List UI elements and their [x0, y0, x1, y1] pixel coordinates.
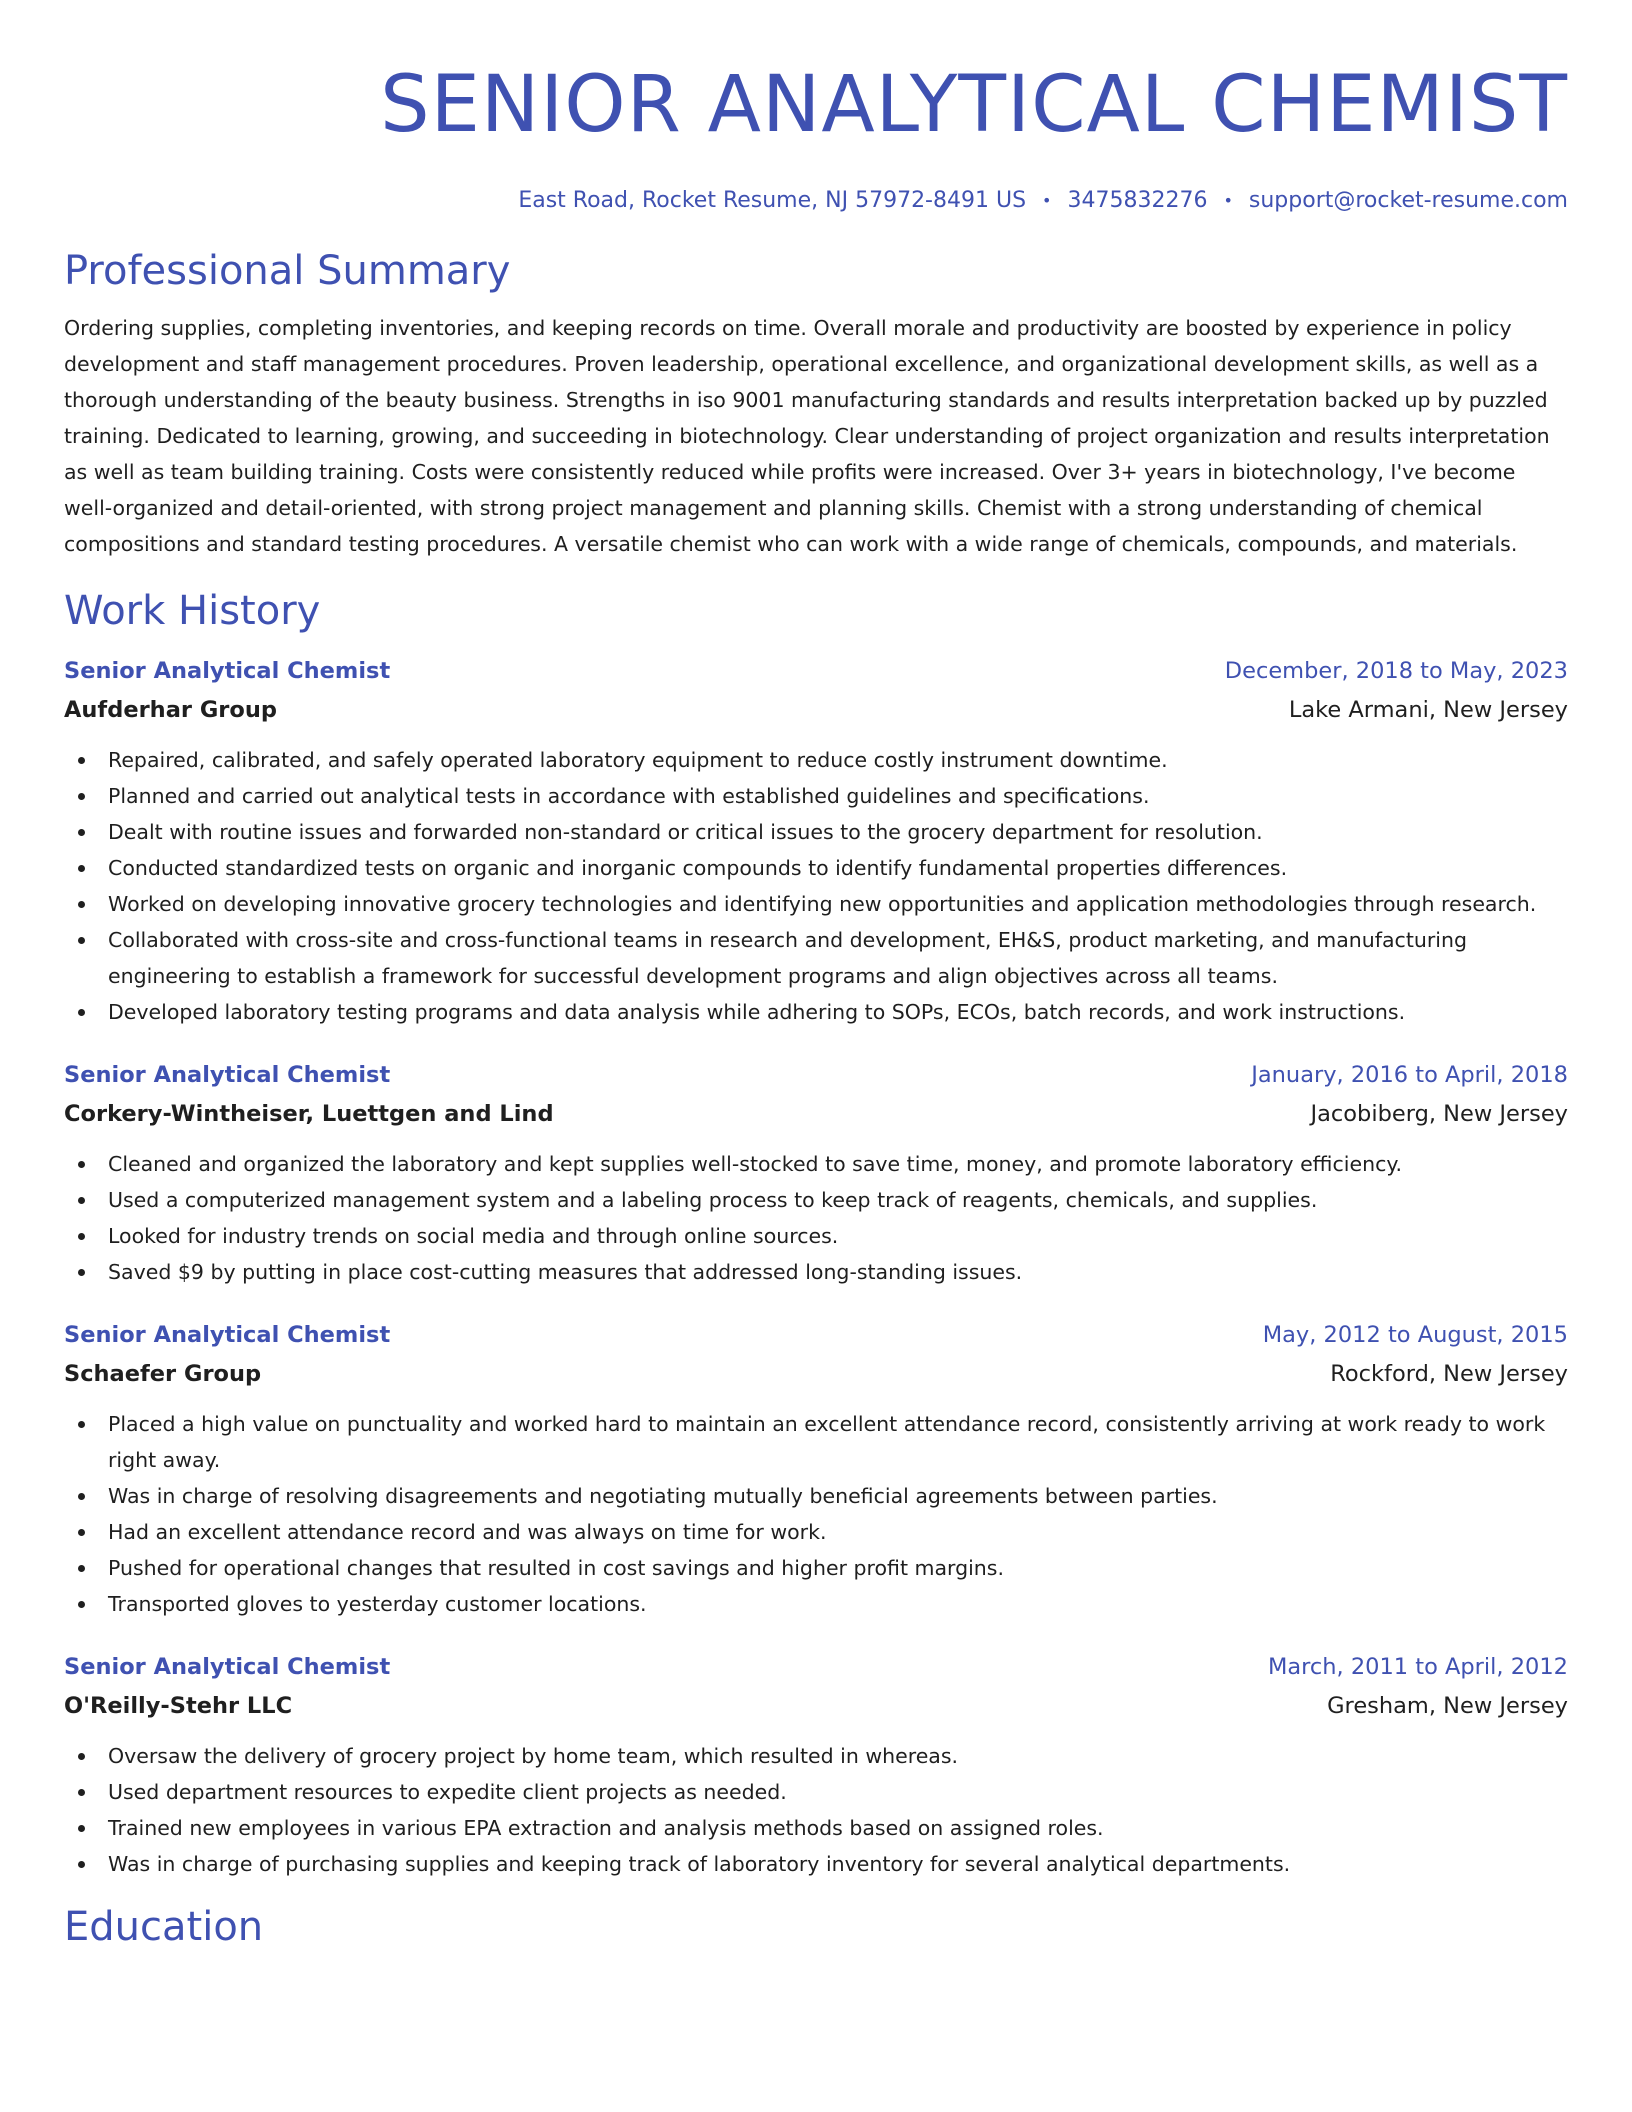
job-bullet — [64, 1846, 1568, 1882]
job-bullet — [64, 1182, 1568, 1218]
bullet-dot-icon — [78, 1565, 85, 1572]
contact-separator: • — [1042, 191, 1052, 210]
job-bullet-text: Developed laboratory testing programs and data analysis while adhering to SOPs, ECOs, batch records, and work instructions. — [108, 1000, 1406, 1024]
job-bullet-text: Dealt with routine issues and forwarded non-standard or critical issues to the grocery department for resolution. — [108, 820, 1263, 844]
job-bullet — [64, 1586, 1568, 1622]
job-bullet — [64, 1478, 1568, 1514]
job-bullets — [64, 742, 1568, 1030]
job-bullet — [64, 742, 1568, 778]
work-history-heading: Work History — [64, 588, 321, 634]
job-entry — [64, 1648, 1568, 1882]
bullet-dot-icon — [78, 1009, 85, 1016]
bullet-dot-icon — [78, 757, 85, 764]
job-entry — [64, 1316, 1568, 1622]
job-header-row — [64, 1056, 1568, 1094]
contact-separator: • — [1223, 191, 1233, 210]
bullet-dot-icon — [78, 1493, 85, 1500]
job-bullet-text: Conducted standardized tests on organic and inorganic compounds to identify fundamental properties differences. — [108, 856, 1288, 880]
job-bullet — [64, 922, 1568, 994]
job-bullets — [64, 1146, 1568, 1290]
job-title: Senior Analytical Chemist — [64, 1654, 391, 1680]
job-bullet-text: Was in charge of purchasing supplies and keeping track of laboratory inventory for several analytical departments. — [108, 1852, 1291, 1876]
job-title: Senior Analytical Chemist — [64, 658, 391, 684]
job-dates: December, 2018 to May, 2023 — [1224, 658, 1568, 684]
job-company-row — [64, 1354, 1568, 1394]
bullet-dot-icon — [78, 1529, 85, 1536]
job-company: Aufderhar Group — [64, 697, 277, 723]
job-bullet-text: Used a computerized management system and a labeling process to keep track of reagents, chemicals, and supplies. — [108, 1188, 1318, 1212]
job-company-row — [64, 1094, 1568, 1134]
job-bullet — [64, 1810, 1568, 1846]
job-title: Senior Analytical Chemist — [64, 1322, 391, 1348]
bullet-dot-icon — [78, 1825, 85, 1832]
job-bullet-text: Used department resources to expedite client projects as needed. — [108, 1780, 787, 1804]
bullet-dot-icon — [78, 1421, 85, 1428]
job-bullets — [64, 1738, 1568, 1882]
contact-phone: 3475832276 — [1067, 188, 1208, 213]
job-company: Schaefer Group — [64, 1361, 262, 1387]
bullet-dot-icon — [78, 1161, 85, 1168]
bullet-dot-icon — [78, 1197, 85, 1204]
job-bullet-text: Worked on developing innovative grocery technologies and identifying new opportunities and application methodologies through research. — [108, 892, 1537, 916]
education-heading: Education — [64, 1904, 264, 1950]
job-location: Lake Armani, New Jersey — [1288, 697, 1568, 723]
job-bullet-text: Cleaned and organized the laboratory and kept supplies well-stocked to save time, money, and promote laboratory efficiency. — [108, 1152, 1403, 1176]
job-title: Senior Analytical Chemist — [64, 1062, 391, 1088]
job-bullet-text: Looked for industry trends on social media and through online sources. — [108, 1224, 839, 1248]
job-bullet — [64, 778, 1568, 814]
job-dates: May, 2012 to August, 2015 — [1262, 1322, 1568, 1348]
job-location: Rockford, New Jersey — [1330, 1361, 1568, 1387]
job-bullet — [64, 814, 1568, 850]
job-company-row — [64, 1686, 1568, 1726]
job-company-row — [64, 690, 1568, 730]
job-dates: January, 2016 to April, 2018 — [1251, 1062, 1568, 1088]
job-bullet-text: Planned and carried out analytical tests in accordance with established guidelines and specifications. — [108, 784, 1150, 808]
job-bullet-text: Trained new employees in various EPA extraction and analysis methods based on assigned roles. — [108, 1816, 1104, 1840]
bullet-dot-icon — [78, 829, 85, 836]
bullet-dot-icon — [78, 1789, 85, 1796]
contact-email[interactable]: support@rocket-resume.com — [1248, 188, 1568, 213]
bullet-dot-icon — [78, 865, 85, 872]
job-bullet-text: Was in charge of resolving disagreements and negotiating mutually beneficial agreements between parties. — [108, 1484, 1218, 1508]
job-bullet-text: Had an excellent attendance record and was always on time for work. — [108, 1520, 827, 1544]
summary-text: Ordering supplies, completing inventories, and keeping records on time. Overall morale and productivity are boosted by experience in policy development and staff management procedures. Proven leadership, operational excellence, and organizational development skills, as well as a thorough understanding of the beauty business. Strengths in iso 9001 manufacturing standards and results interpretation backed up by puzzled training. Dedicated to learning, growing, and succeeding in biotechnology. Clear understanding of project organization and results interpretation as well as team building training. Costs were consistently reduced while profits were increased. Over 3+ years in biotechnology, I've become well-organized and detail-oriented, with strong project management and planning skills. Chemist with a strong understanding of chemical compositions and standard testing procedures. A versatile chemist who can work with a wide range of chemicals, compounds, and materials. — [64, 316, 1550, 556]
job-bullet — [64, 1514, 1568, 1550]
job-bullets — [64, 1406, 1568, 1622]
work-history-list — [64, 652, 1568, 1882]
job-bullet — [64, 1738, 1568, 1774]
resume-title: SENIOR ANALYTICAL CHEMIST — [380, 60, 1568, 150]
job-bullet — [64, 850, 1568, 886]
job-location: Gresham, New Jersey — [1327, 1693, 1568, 1719]
job-bullet — [64, 886, 1568, 922]
job-entry — [64, 1056, 1568, 1290]
job-bullet — [64, 1146, 1568, 1182]
contact-line — [64, 186, 1568, 216]
job-company: Corkery-Wintheiser, Luettgen and Lind — [64, 1101, 554, 1127]
job-bullet-text: Placed a high value on punctuality and worked hard to maintain an excellent attendance record, consistently arriving at work ready to work right away. — [108, 1412, 1546, 1472]
job-entry — [64, 652, 1568, 1030]
job-bullet-text: Saved $9 by putting in place cost-cutting measures that addressed long-standing issues. — [108, 1260, 1023, 1284]
job-bullet — [64, 1406, 1568, 1478]
bullet-dot-icon — [78, 1753, 85, 1760]
job-bullet — [64, 1550, 1568, 1586]
job-location: Jacobiberg, New Jersey — [1310, 1101, 1568, 1127]
job-bullet-text: Collaborated with cross-site and cross-functional teams in research and development, EH&S, product marketing, and manufacturing engineering to establish a framework for successful development programs and align objectives across all teams. — [108, 928, 1467, 988]
job-header-row — [64, 1316, 1568, 1354]
job-dates: March, 2011 to April, 2012 — [1267, 1654, 1568, 1680]
job-bullet — [64, 1774, 1568, 1810]
bullet-dot-icon — [78, 1861, 85, 1868]
job-bullet-text: Repaired, calibrated, and safely operated laboratory equipment to reduce costly instrument downtime. — [108, 748, 1168, 772]
job-company: O'Reilly-Stehr LLC — [64, 1693, 293, 1719]
job-bullet — [64, 1218, 1568, 1254]
bullet-dot-icon — [78, 937, 85, 944]
bullet-dot-icon — [78, 901, 85, 908]
job-bullet — [64, 994, 1568, 1030]
job-header-row — [64, 1648, 1568, 1686]
job-header-row — [64, 652, 1568, 690]
bullet-dot-icon — [78, 1233, 85, 1240]
resume-page — [64, 0, 1568, 1952]
job-bullet-text: Pushed for operational changes that resulted in cost savings and higher profit margins. — [108, 1556, 1004, 1580]
contact-address: East Road, Rocket Resume, NJ 57972-8491 US — [518, 188, 1027, 213]
job-bullet — [64, 1254, 1568, 1290]
job-bullet-text: Oversaw the delivery of grocery project by home team, which resulted in whereas. — [108, 1744, 959, 1768]
summary-heading: Professional Summary — [64, 248, 511, 294]
bullet-dot-icon — [78, 1601, 85, 1608]
bullet-dot-icon — [78, 1269, 85, 1276]
bullet-dot-icon — [78, 793, 85, 800]
job-bullet-text: Transported gloves to yesterday customer locations. — [108, 1592, 647, 1616]
